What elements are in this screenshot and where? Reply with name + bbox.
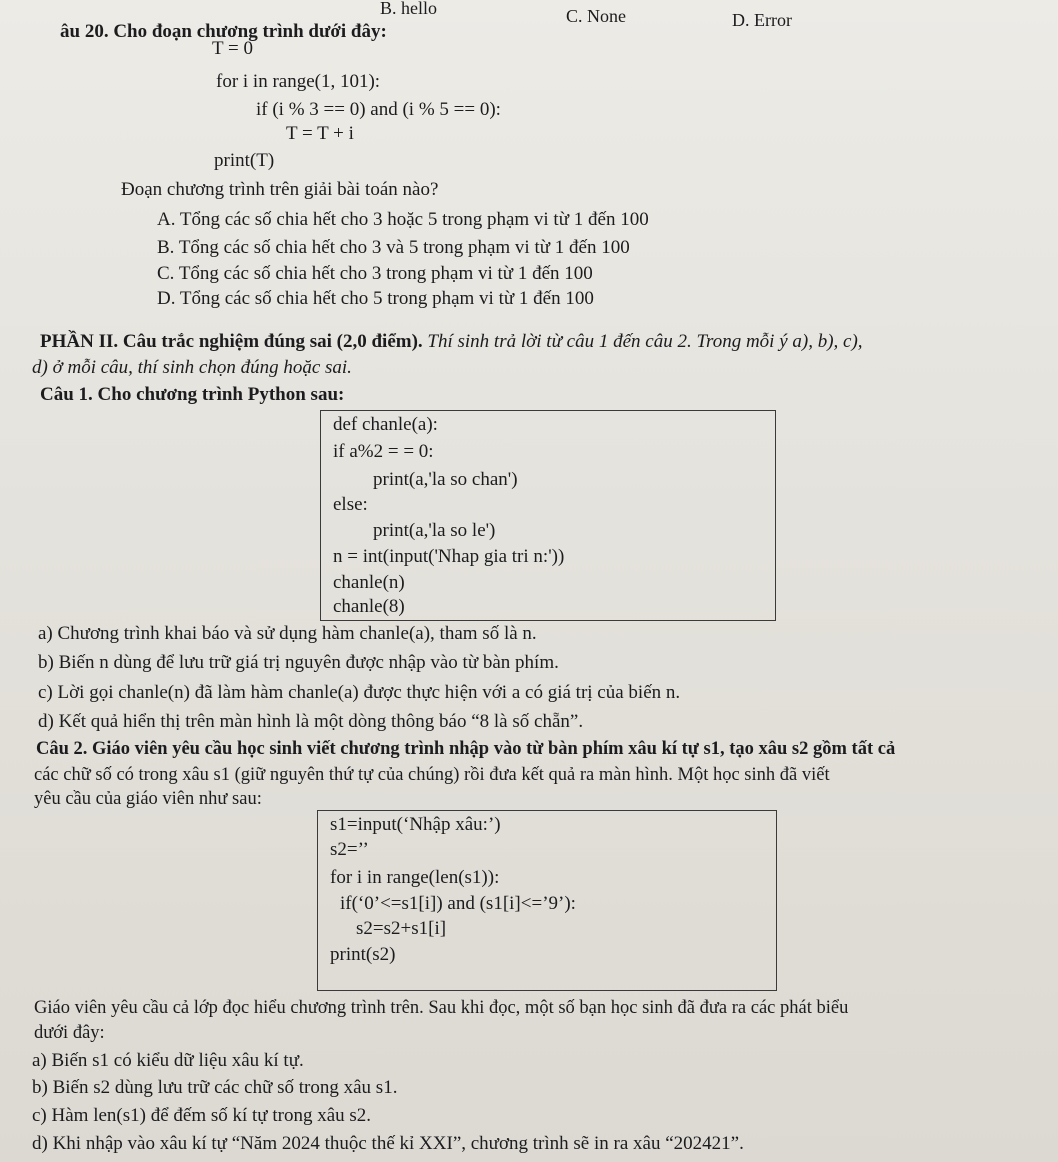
q20-code-line-1: T = 0 (212, 38, 253, 59)
c1-item-d: d) Kết quả hiển thị trên màn hình là một dòng thông báo “8 là số chẵn”. (38, 711, 584, 732)
c1-code-line-2: if a%2 = = 0: (333, 441, 434, 462)
part2-heading-line-2: d) ở mỗi câu, thí sinh chọn đúng hoặc sai. (32, 357, 352, 378)
c1-item-c: c) Lời gọi chanle(n) đã làm hàm chanle(a) được thực hiện với a có giá trị của biến n. (38, 682, 681, 703)
c1-code-line-4: else: (333, 494, 368, 515)
c2-code-line-1: s1=input(‘Nhập xâu:’) (330, 814, 501, 835)
c2-item-c: c) Hàm len(s1) để đếm số kí tự trong xâu s2. (32, 1105, 372, 1126)
c2-intro-line-2: các chữ số có trong xâu s1 (giữ nguyên thứ tự của chúng) rồi đưa kết quả ra màn hình. Một học sinh đã viết (34, 765, 830, 785)
c1-item-b: b) Biến n dùng để lưu trữ giá trị nguyên được nhập vào từ bàn phím. (38, 652, 559, 673)
c1-code-line-1: def chanle(a): (333, 414, 438, 435)
c1-code-line-7: chanle(n) (333, 572, 405, 593)
part2-heading-italic: Thí sinh trả lời từ câu 1 đến câu 2. Trong mỗi ý a), b), c), (422, 331, 863, 352)
c1-code-line-8: chanle(8) (333, 596, 405, 617)
c2-code-line-5: s2=s2+s1[i] (356, 918, 447, 939)
c1-code-line-3: print(a,'la so chan') (373, 469, 518, 490)
c2-code-line-4: if(‘0’<=s1[i]) and (s1[i]<=’9’): (340, 893, 576, 914)
c2-intro-line-1 (36, 737, 895, 761)
q20-title: âu 20. Cho đoạn chương trình dưới đây: (60, 21, 387, 42)
c2-code-line-6: print(s2) (330, 944, 396, 965)
c1-code-line-6: n = int(input('Nhap gia tri n:')) (333, 546, 565, 567)
q20-code-line-2: for i in range(1, 101): (216, 71, 381, 92)
c2-item-d: d) Khi nhập vào xâu kí tự “Năm 2024 thuộc thế kỉ XXI”, chương trình sẽ in ra xâu “202421”. (32, 1133, 744, 1154)
c2-code-line-3: for i in range(len(s1)): (330, 867, 500, 888)
c2-code-box (317, 810, 777, 991)
option-d-prev: D. Error (732, 10, 792, 30)
c1-item-a: a) Chương trình khai báo và sử dụng hàm chanle(a), tham số là n. (38, 623, 537, 644)
part2-heading-bold: PHẦN II. Câu trắc nghiệm đúng sai (2,0 điểm). (40, 331, 423, 352)
c1-code-line-5: print(a,'la so le') (373, 520, 496, 541)
c2-label: Câu 2. Giáo viên yêu cầu học sinh viết chương trình nhập vào từ bàn phím xâu kí tự s1, tạo xâu s2 gồm tất cả (36, 739, 896, 759)
part2-heading (40, 330, 863, 354)
q20-option-c: C. Tổng các số chia hết cho 3 trong phạm vi từ 1 đến 100 (157, 263, 593, 284)
q20-code-line-4: T = T + i (286, 123, 354, 144)
q20-code-line-3: if (i % 3 == 0) and (i % 5 == 0): (256, 99, 501, 120)
option-b-prev: B. hello (380, 0, 437, 18)
q20-option-d: D. Tổng các số chia hết cho 5 trong phạm vi từ 1 đến 100 (157, 288, 594, 309)
q20-question: Đoạn chương trình trên giải bài toán nào? (121, 179, 439, 200)
q20-option-a: A. Tổng các số chia hết cho 3 hoặc 5 trong phạm vi từ 1 đến 100 (157, 209, 649, 230)
c1-code-box (320, 410, 776, 621)
q20-option-b: B. Tổng các số chia hết cho 3 và 5 trong phạm vi từ 1 đến 100 (157, 237, 630, 258)
c2-after-line-2: dưới đây: (34, 1023, 105, 1043)
option-c-prev: C. None (566, 6, 626, 26)
c2-item-a: a) Biến s1 có kiểu dữ liệu xâu kí tự. (32, 1050, 304, 1071)
c1-title: Câu 1. Cho chương trình Python sau: (40, 384, 345, 405)
c2-item-b: b) Biến s2 dùng lưu trữ các chữ số trong xâu s1. (32, 1077, 398, 1098)
q20-code-line-5: print(T) (214, 150, 275, 171)
c2-after-line-1: Giáo viên yêu cầu cả lớp đọc hiểu chương trình trên. Sau khi đọc, một số bạn học sinh đã đưa ra các phát biểu (34, 998, 849, 1018)
c2-code-line-2: s2=’’ (330, 839, 369, 860)
c2-intro-line-3: yêu cầu của giáo viên như sau: (34, 789, 262, 809)
